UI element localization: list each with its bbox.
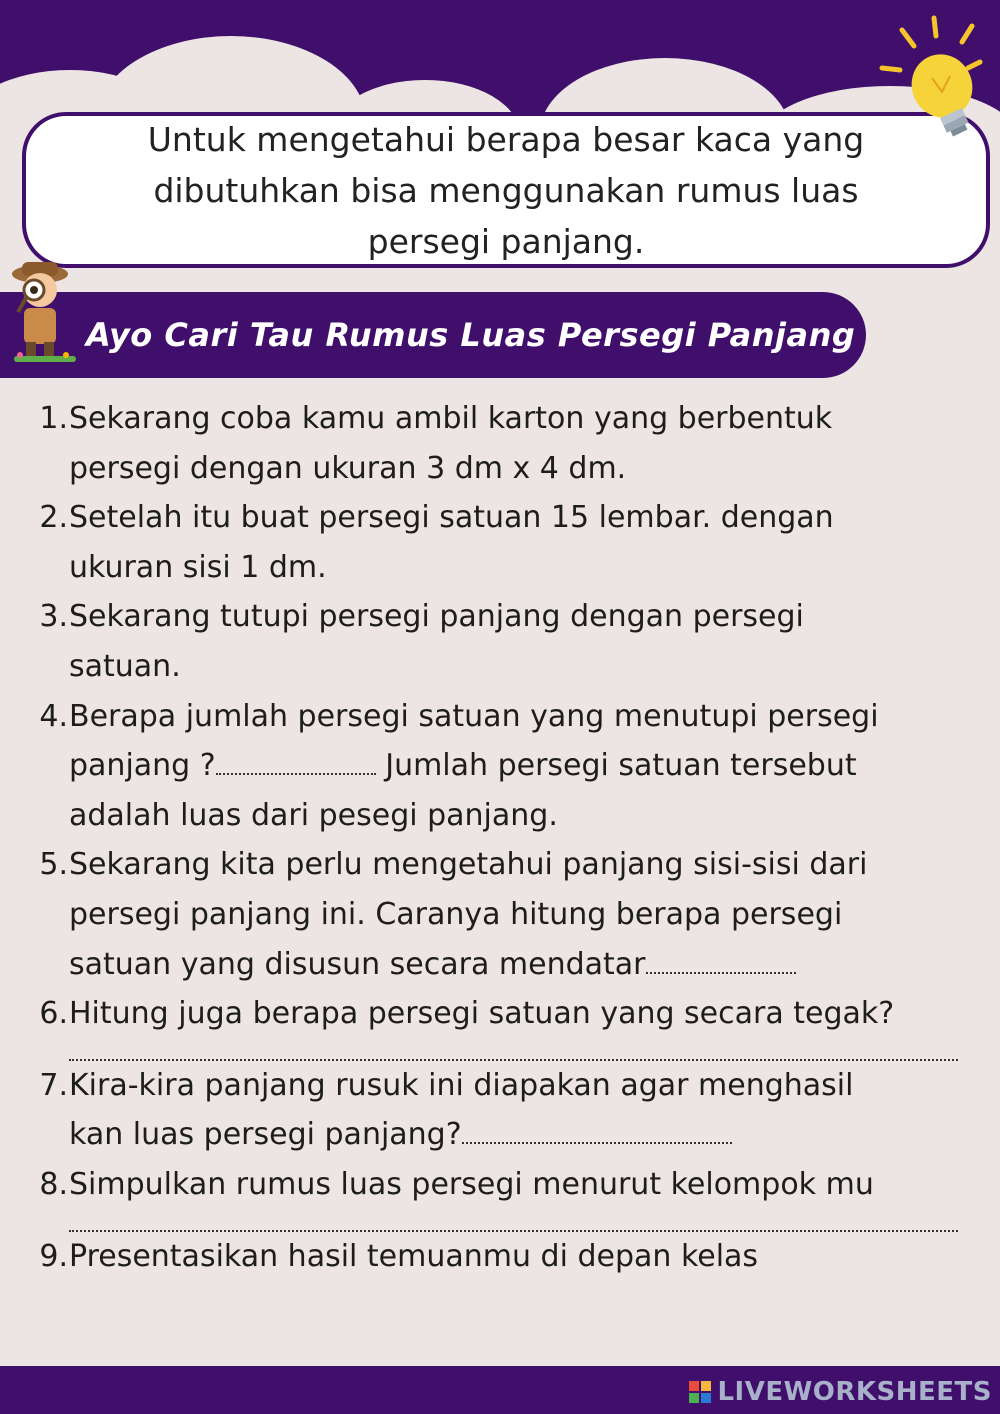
step-line: Berapa jumlah persegi satuan yang menutupi persegi [69, 698, 879, 734]
step-line: Hitung juga berapa persegi satuan yang secara tegak? [69, 996, 895, 1032]
step-number: 9. [39, 1238, 68, 1274]
step-line: Setelah itu buat persegi satuan 15 lembar. dengan [69, 500, 834, 536]
steps-list [34, 394, 964, 1281]
list-item [34, 1232, 964, 1282]
step-line: satuan. [69, 648, 181, 684]
step-number: 2. [39, 500, 68, 536]
step-line: adalah luas dari pesegi panjang. [69, 797, 558, 833]
list-item [34, 493, 964, 592]
step-line: ukuran sisi 1 dm. [69, 549, 327, 585]
step-line: persegi dengan ukuran 3 dm x 4 dm. [69, 450, 627, 486]
liveworksheets-logo[interactable] [689, 1377, 992, 1407]
logo-square [701, 1381, 711, 1391]
logo-grid-icon [689, 1381, 711, 1403]
section-heading: Ayo Cari Tau Rumus Luas Persegi Panjang [86, 316, 856, 354]
intro-text [148, 114, 864, 267]
answer-blank[interactable] [462, 1141, 732, 1144]
list-item [34, 692, 964, 841]
list-item [34, 592, 964, 691]
intro-line: persegi panjang. [367, 221, 645, 261]
step-number: 5. [39, 847, 68, 883]
step-text [68, 1160, 964, 1232]
step-text [68, 493, 964, 592]
detective-illustration [6, 256, 82, 366]
logo-square [689, 1381, 699, 1391]
answer-blank[interactable] [646, 971, 796, 974]
step-line: satuan yang disusun secara mendatar [69, 946, 646, 982]
list-item [34, 989, 964, 1061]
step-line: Sekarang tutupi persegi panjang dengan persegi [69, 599, 804, 635]
lightbulb-icon [876, 12, 986, 144]
step-text [68, 394, 964, 493]
step-number: 4. [39, 698, 68, 734]
logo-square [689, 1393, 699, 1403]
answer-blank[interactable] [69, 1210, 958, 1232]
logo-text: LIVEWORKSHEETS [717, 1377, 992, 1407]
step-line: Sekarang kita perlu mengetahui panjang sisi-sisi dari [69, 847, 868, 883]
section-heading-bar [0, 292, 866, 378]
step-number: 6. [39, 996, 68, 1032]
list-item [34, 394, 964, 493]
list-item [34, 1160, 964, 1232]
step-line: panjang ? [69, 748, 216, 784]
step-line: Presentasikan hasil temuanmu di depan kelas [69, 1238, 759, 1274]
step-number: 1. [39, 401, 68, 436]
intro-line: dibutuhkan bisa menggunakan rumus luas [153, 170, 859, 210]
intro-box [22, 112, 990, 268]
answer-blank[interactable] [69, 1039, 958, 1061]
step-text [68, 989, 964, 1061]
step-text [68, 692, 964, 841]
step-text [68, 1232, 964, 1282]
list-item [34, 1061, 964, 1160]
step-text [68, 592, 964, 691]
step-line: kan luas persegi panjang? [69, 1117, 462, 1153]
step-text [68, 1061, 964, 1160]
intro-line: Untuk mengetahui berapa besar kaca yang [147, 119, 865, 159]
step-number: 8. [39, 1166, 68, 1202]
step-number: 7. [39, 1067, 68, 1103]
step-line: Jumlah persegi satuan tersebut [375, 748, 857, 784]
step-line: Simpulkan rumus luas persegi menurut kelompok mu [69, 1166, 874, 1202]
step-number: 3. [39, 599, 68, 635]
step-text [68, 840, 964, 989]
list-item [34, 840, 964, 989]
step-line: Sekarang coba kamu ambil karton yang berbentuk [69, 401, 833, 436]
step-line: persegi panjang ini. Caranya hitung berapa persegi [69, 896, 843, 932]
step-line: Kira-kira panjang rusuk ini diapakan agar menghasil [69, 1067, 854, 1103]
answer-blank[interactable] [216, 772, 376, 775]
logo-square [701, 1393, 711, 1403]
